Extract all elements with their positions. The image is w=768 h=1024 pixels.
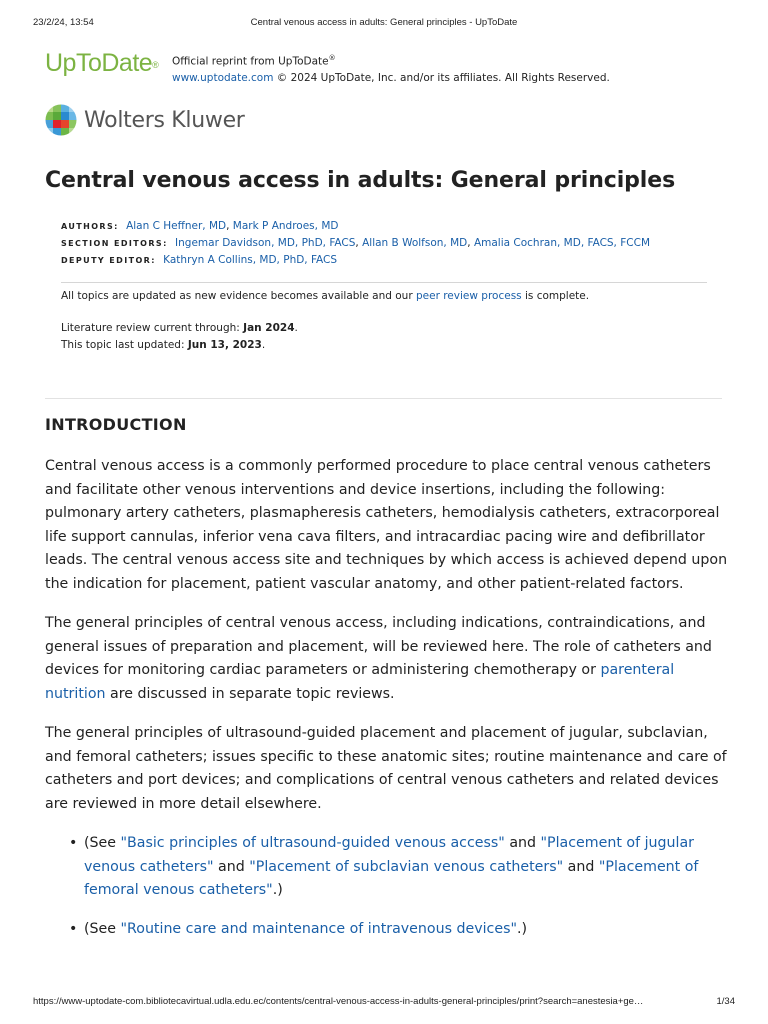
section-editor-link[interactable]: Allan B Wolfson, MD <box>362 237 468 249</box>
authors-label: AUTHORS: <box>61 222 119 231</box>
topic-link[interactable]: "Basic principles of ultrasound-guided venous access" <box>120 835 505 852</box>
section-editor-link[interactable]: Amalia Cochran, MD, FACS, FCCM <box>473 237 650 249</box>
author-link[interactable]: Mark P Androes, MD <box>232 220 339 232</box>
divider <box>61 282 707 283</box>
section-editor-link[interactable]: Ingemar Davidson, MD, PhD, FACS <box>175 237 356 249</box>
uptodate-logo-text: UpToDate <box>45 49 153 77</box>
bullet: • <box>69 835 78 852</box>
reprint-line: Official reprint from UpToDate <box>172 55 329 68</box>
paragraph: The general principles of ultrasound-guided placement and placement of jugular, subclavian, and femoral catheters; issues specific to these anatomic sites; routine maintenance and care of catheters and port devices; and complications of central venous catheters and related devices are reviewed in more detail elsewhere. <box>45 725 727 812</box>
publisher-name: Wolters Kluwer <box>84 107 245 133</box>
literature-review-label: Literature review current through: <box>61 322 244 334</box>
print-date: 23/2/24, 13:54 <box>33 17 94 28</box>
close-text: .) <box>272 882 283 899</box>
uptodate-logo <box>45 48 158 78</box>
section-editors-row: SECTION EDITORS: Ingemar Davidson, MD, PhD, FACS, Allan B Wolfson, MD, Amalia Cochran, MD, FACS, FCCM <box>61 237 650 249</box>
period: . <box>294 322 298 334</box>
authors-row: AUTHORS: Alan C Heffner, MD, Mark P Androes, MD <box>61 220 339 232</box>
paragraph: Central venous access is a commonly performed procedure to place central venous catheters and facilitate other venous interventions and device insertions, including the following: pulmonary artery catheters, plasmapheresis catheters, hemodialysis catheters, extracorporeal life support cannulas, inferior vena cava filters, and intracardiac pacing wire and defibrillator leads. The central venous access site and techniques by which access is achieved depend upon the indication for placement, patient vascular anatomy, and other patient-related factors. <box>45 458 728 592</box>
copyright-text: © 2024 UpToDate, Inc. and/or its affiliates. All Rights Reserved. <box>273 71 610 84</box>
deputy-editor-row <box>61 252 650 269</box>
site-link[interactable]: www.uptodate.com <box>172 71 274 84</box>
literature-review-date: Jan 2024 <box>243 322 295 334</box>
section-body <box>45 455 729 958</box>
print-page-title: Central venous access in adults: General principles - UpToDate <box>250 17 518 28</box>
see-text: (See <box>84 835 121 852</box>
section-heading: INTRODUCTION <box>45 415 187 434</box>
topic-link[interactable]: "Placement of jugular venous catheters" <box>84 835 694 875</box>
update-note <box>61 290 589 302</box>
literature-review-info <box>61 320 298 354</box>
see-text: (See <box>84 921 121 938</box>
topic-link[interactable]: "Placement of subclavian venous catheters" <box>249 858 564 875</box>
list-item <box>69 918 729 942</box>
deputy-editor-link[interactable]: Kathryn A Collins, MD, PhD, FACS <box>163 254 338 266</box>
last-updated-date: Jun 13, 2023 <box>187 339 262 351</box>
paragraph-text: are discussed in separate topic reviews. <box>105 685 395 702</box>
print-header <box>33 17 735 29</box>
deputy-editor-label: DEPUTY EDITOR: <box>61 256 156 265</box>
peer-review-link[interactable]: peer review process <box>415 290 522 302</box>
and-text: and <box>213 858 250 875</box>
and-text: and <box>563 858 599 875</box>
topic-link[interactable]: "Placement of femoral venous catheters" <box>84 858 699 899</box>
print-url: https://www-uptodate-com.bibliotecavirtual.udla.edu.ec/contents/central-venous-access-in-adults-general-principles/print?search=anestesia+ge… <box>33 996 644 1007</box>
paragraph-text: The general principles of central venous access, including indications, contraindications, and general issues of preparation and placement, will be reviewed here. The role of catheters and devices for monitoring cardiac parameters or administering chemotherapy or <box>45 615 712 679</box>
and-text: and <box>504 835 541 852</box>
page-number: 1/34 <box>716 996 735 1007</box>
bullet: • <box>69 921 78 938</box>
last-updated-label: This topic last updated: <box>61 339 188 351</box>
update-note-end: is complete. <box>521 290 590 302</box>
print-footer <box>33 996 735 1008</box>
topic-title: Central venous access in adults: General principles <box>45 168 676 193</box>
see-also-list <box>45 832 729 942</box>
uptodate-logo-reg: ® <box>152 60 159 70</box>
update-note-text: All topics are updated as new evidence becomes available and our <box>61 290 416 302</box>
wolters-kluwer-logo <box>45 103 245 137</box>
reprint-reg: ® <box>328 54 336 62</box>
close-text: .) <box>517 921 528 938</box>
list-item <box>69 832 729 903</box>
reprint-notice <box>172 50 610 86</box>
section-divider <box>45 398 722 399</box>
contributors <box>61 218 650 269</box>
parenteral-nutrition-link[interactable]: parenteral nutrition <box>45 662 675 702</box>
topic-link[interactable]: "Routine care and maintenance of intravenous devices" <box>120 921 517 938</box>
wolters-kluwer-mosaic-icon <box>45 104 77 136</box>
section-editors-label: SECTION EDITORS: <box>61 239 168 248</box>
paragraph <box>45 612 729 706</box>
period: . <box>261 339 266 351</box>
author-link[interactable]: Alan C Heffner, MD <box>126 220 227 232</box>
